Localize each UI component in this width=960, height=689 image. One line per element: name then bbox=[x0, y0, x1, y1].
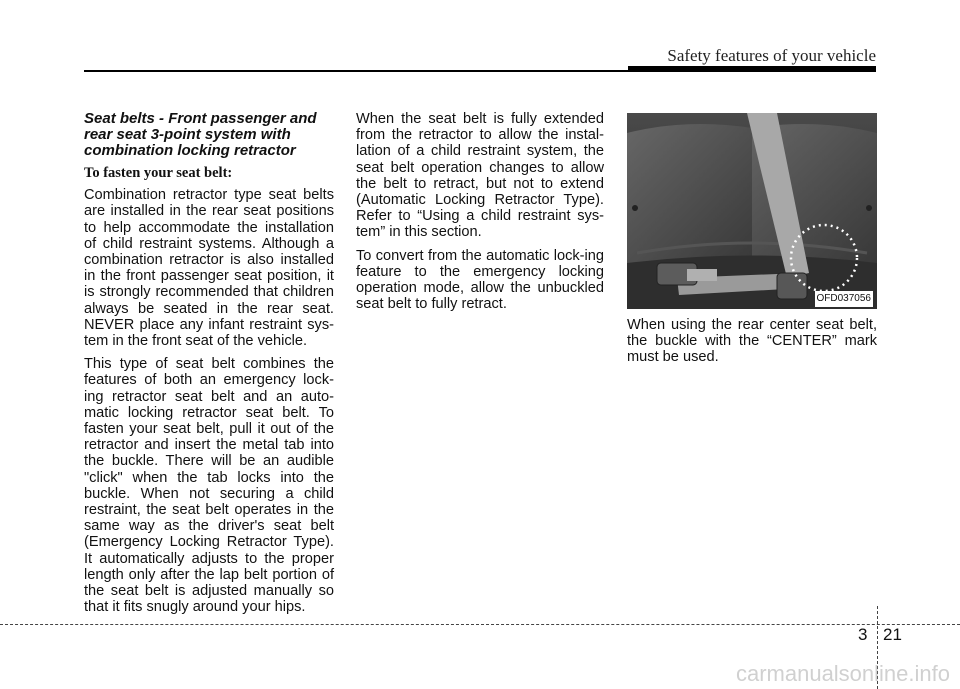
column-middle bbox=[356, 111, 604, 319]
watermark: carmanualsonline.info bbox=[735, 661, 950, 686]
subheading: To fasten your seat belt: bbox=[84, 165, 233, 181]
header-rule-accent bbox=[628, 66, 876, 72]
buckle bbox=[777, 273, 807, 299]
column-left bbox=[84, 111, 334, 622]
paragraph: Combination retractor type seat belts are installed in the rear seat positions to help accommodate the installation of child restraint systems. Although a combination retractor is also installed in the front passenger seat position, it is strongly recommended that children always be seated in the rear seat. NEVER place any infant restraint sys-tem in the front seat of the vehicle. bbox=[84, 187, 334, 350]
chapter-number: 3 bbox=[858, 625, 868, 644]
paragraph: To convert from the automatic lock-ing feature to the emergency locking operation mode, allow the unbuckled seat belt to fully retract. bbox=[356, 247, 604, 313]
section-title: Seat belts - Front passenger and rear seat 3-point system with combination locking retractor bbox=[84, 110, 317, 159]
column-right bbox=[627, 111, 877, 373]
seat-belt-photo bbox=[627, 113, 877, 309]
caption: When using the rear center seat belt, the buckle with the “CENTER” mark must be used. bbox=[627, 317, 877, 366]
running-header: Safety features of your vehicle bbox=[667, 46, 876, 65]
page-number: 21 bbox=[883, 625, 902, 644]
image-code: OFD037056 bbox=[815, 291, 873, 307]
paragraph: When the seat belt is fully extended from the retractor to allow the instal-lation of a child restraint system, the seat belt operation changes to allow the belt to retract, but not to extend (Automatic Locking Retractor Type). Refer to “Using a child restraint sys-tem” in this section. bbox=[356, 111, 604, 241]
rear-seat-illustration bbox=[627, 113, 877, 309]
paragraph: This type of seat belt combines the features of both an emergency lock-ing retractor seat belt and an auto-matic locking retractor seat belt. To fasten your seat belt, pull it out of the retractor and insert the metal tab into the buckle. There will be an audible "click" when the tab locks into the buckle. When not securing a child restraint, the seat belt operates in the same way as the driver's seat belt (Emergency Locking Retractor Type). It automatically adjusts to the proper length only after the lap belt portion of the seat belt is adjusted manually so that it fits snugly around your hips. bbox=[84, 356, 334, 616]
footer-rule bbox=[0, 624, 960, 625]
buckle-tab bbox=[687, 269, 717, 281]
